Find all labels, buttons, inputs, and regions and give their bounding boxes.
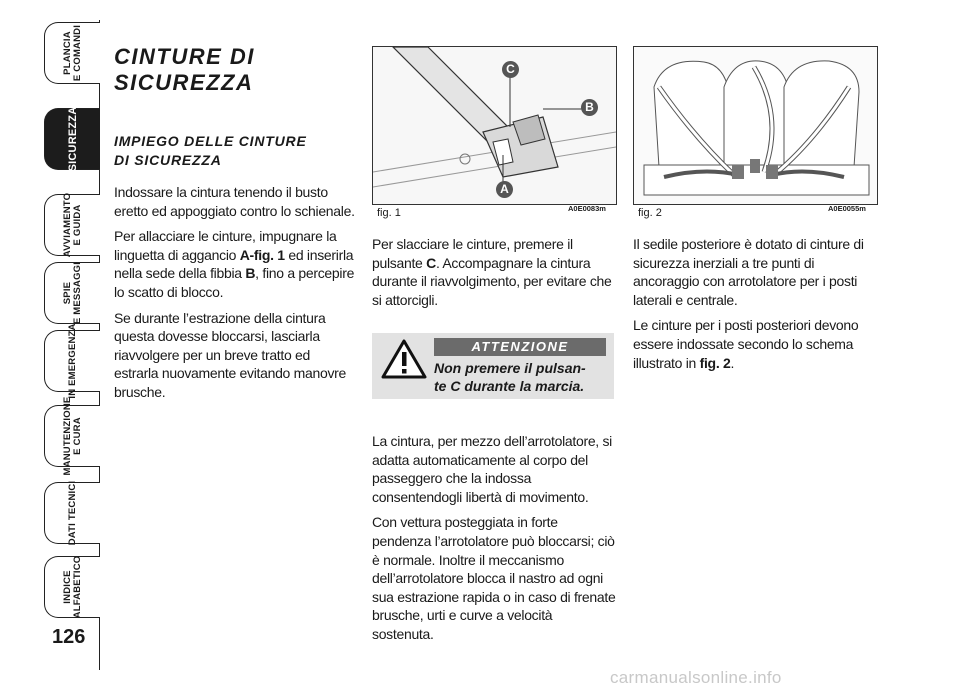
- callout-c: C: [502, 61, 519, 78]
- warning-line: Non premere il pulsan-: [434, 360, 586, 376]
- tab-in-emergenza[interactable]: [44, 323, 100, 399]
- tab-dati-tecnici[interactable]: [44, 482, 100, 544]
- tab-sicurezza[interactable]: [44, 108, 100, 170]
- text-run: Per allacciare le cinture, impugnare la linguetta di aggancio: [114, 228, 337, 263]
- part-reference: C: [426, 254, 436, 271]
- text-run: Per slacciare le cinture, premere il pulsante: [372, 236, 573, 271]
- warning-box: [372, 333, 614, 399]
- tab-label: PLANCIA E COMANDI: [61, 24, 83, 82]
- paragraph: Il sedile posteriore è dotato di cinture di sicurezza inerziali a tre punti di ancoraggio con arrotolatore per i posti laterali e centrale.: [633, 236, 864, 308]
- column-2-top: [372, 235, 616, 316]
- tab-label: INDICE ALFABETICO: [61, 555, 83, 619]
- subtitle-line: IMPIEGO DELLE CINTURE: [114, 133, 307, 149]
- paragraph: La cintura, per mezzo dell’arrotolatore, si adatta automaticamente al corpo del passeggero che la indossa consentendogli libertà di movimento.: [372, 433, 612, 505]
- paragraph: Con vettura posteggiata in forte pendenza l’arrotolatore può bloccarsi; ciò è normale. Inoltre il meccanismo dell’arrotolatore blocca il nastro ad ogni sua estrazione rapida o in caso di frenate brusche, urti e curve a velocità sostenuta.: [372, 514, 616, 642]
- warning-line: te C durante la marcia.: [434, 378, 585, 394]
- text-run: Le cinture per i posti posteriori devono essere indossate secondo lo schema illustrato in: [633, 317, 859, 371]
- title-line: CINTURE DI: [114, 44, 255, 69]
- figure-caption: fig. 2: [638, 207, 662, 219]
- page-number: 126: [52, 626, 86, 648]
- warning-text: [434, 359, 612, 395]
- warning-title: ATTENZIONE: [434, 338, 606, 356]
- watermark: carmanualsonline.info: [610, 668, 782, 687]
- section-subtitle: [114, 132, 307, 170]
- column-2-bottom: [372, 432, 616, 651]
- buckle-illustration: [373, 47, 616, 204]
- subtitle-line: DI SICUREZZA: [114, 152, 222, 168]
- text-run: . Accompagnare la cintura durante il riavvolgimento, per evitare che si attorcigli.: [372, 254, 612, 308]
- part-reference: B: [245, 265, 256, 282]
- paragraph: Se durante l’estrazione della cintura questa dovesse bloccarsi, lasciarla riavvolgere per un breve tratto ed estrarla nuovamente evitando manovre brusche.: [114, 309, 347, 400]
- tab-label: DATI TECNICI: [66, 480, 78, 546]
- figure-2-rear-seat-belts: [633, 46, 878, 205]
- text-run: ed inserirla nella sede della fibbia: [114, 246, 354, 282]
- section-title: [114, 44, 255, 96]
- paragraph: [114, 227, 356, 301]
- callout-a: A: [496, 181, 513, 198]
- tab-label: SPIE E MESSAGGI: [61, 261, 83, 325]
- title-line: SICUREZZA: [114, 70, 254, 95]
- figure-code: A0E0083m: [568, 204, 606, 213]
- warning-triangle-icon: [381, 339, 427, 379]
- figure-reference: A-fig. 1: [239, 246, 285, 263]
- tab-avviamento-e-guida[interactable]: [44, 194, 100, 256]
- tab-spie-e-messaggi[interactable]: [44, 262, 100, 324]
- text-run: .: [730, 354, 735, 371]
- figure-1-seatbelt-buckle: [372, 46, 617, 205]
- tab-label: MANUTENZIONE E CURA: [61, 396, 83, 476]
- text-run: , fino a percepire lo scatto di blocco.: [114, 265, 355, 300]
- paragraph: [372, 235, 616, 309]
- paragraph: [633, 316, 877, 372]
- tab-plancia-e-comandi[interactable]: [44, 22, 100, 84]
- column-1: [114, 183, 356, 409]
- figure-code: A0E0055m: [828, 204, 866, 213]
- tab-label: SICUREZZA: [66, 106, 79, 172]
- callout-b: B: [581, 99, 598, 116]
- figure-caption: fig. 1: [377, 207, 401, 219]
- figure-reference: fig. 2: [699, 354, 731, 371]
- rear-seat-illustration: [634, 47, 877, 204]
- tab-label: IN EMERGENZA: [66, 323, 78, 399]
- tab-indice-alfabetico[interactable]: [44, 556, 100, 618]
- column-3: [633, 235, 877, 379]
- paragraph: Indossare la cintura tenendo il busto eretto ed appoggiato contro lo schienale.: [114, 184, 355, 219]
- tab-manutenzione-e-cura[interactable]: [44, 396, 100, 476]
- tab-label: AVVIAMENTO E GUIDA: [61, 192, 83, 258]
